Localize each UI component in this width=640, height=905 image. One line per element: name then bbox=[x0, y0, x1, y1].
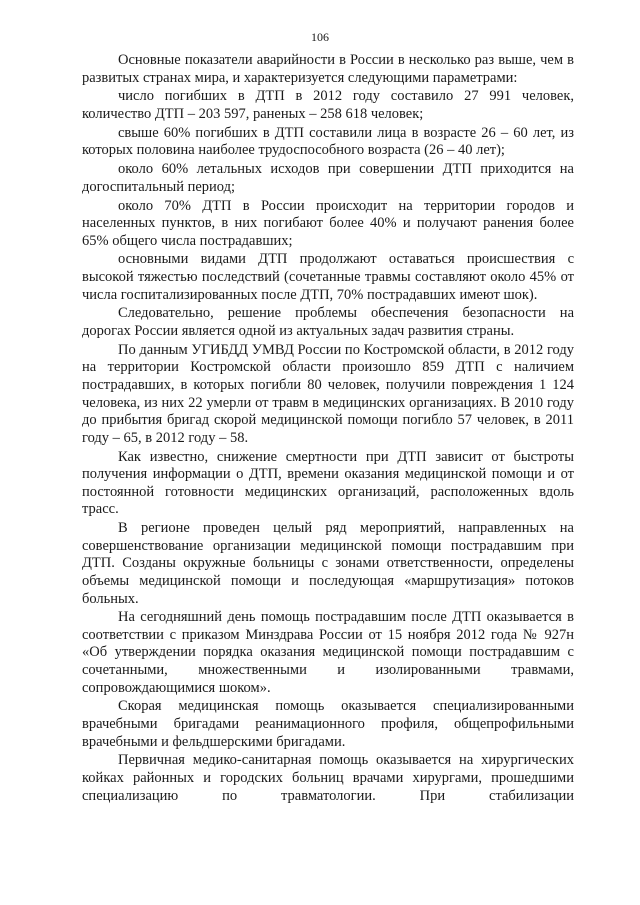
paragraph-region-measures: В регионе проведен целый ряд мероприятий, направленных на совершенствование организации медицинской помощи пострадавшим при ДТП. Созданы окружные больницы с зонами ответственности, определены объемы медицинской помощи и последующая «маршрутизация» потоков больных. bbox=[82, 520, 574, 607]
paragraph-mortality-factors: Как известно, снижение смертности при ДТП зависит от быстроты получения информации о ДТП, времени оказания медицинской помощи и от постоянной готовности медицинских организаций, расположенных вдоль трасс. bbox=[82, 448, 574, 518]
page-number: 106 bbox=[311, 30, 329, 44]
paragraph-age-groups: свыше 60% погибших в ДТП составили лица в возрасте 26 – 60 лет, из которых половина наиболее трудоспособного возраста (26 – 40 лет); bbox=[82, 124, 574, 159]
body-text bbox=[82, 52, 574, 806]
paragraph-primary-care: Первичная медико-санитарная помощь оказывается на хирургических койках районных и городских больниц врачами хирургами, прошедшими специализацию по травматологии. При стабилизации bbox=[82, 752, 574, 804]
paragraph-kostroma-data: По данным УГИБДД УМВД России по Костромской области, в 2012 году на территории Костромской области произошло 859 ДТП с наличием пострадавших, в которых погибли 80 человек, получили повреждения 1 124 человека, из них 22 умерли от травм в медицинских организациях. В 2010 году до прибытия бригад скорой медицинской помощи погибло 57 человек, в 2011 году – 65, в 2012 году – 58. bbox=[82, 341, 574, 446]
paragraph-ambulance: Скорая медицинская помощь оказывается специализированными врачебными бригадами реанимационного профиля, общепрофильными врачебными и фельдшерскими бригадами. bbox=[82, 698, 574, 750]
paragraph-order-927n: На сегодняшний день помощь пострадавшим после ДТП оказывается в соответствии с приказом Минздрава России от 15 ноября 2012 года № 927н «Об утверждении порядка оказания медицинской помощи пострадавшим с сочетанными, множественными и изолированными травмами, сопровождающимися шоком». bbox=[82, 609, 574, 696]
paragraph-conclusion: Следовательно, решение проблемы обеспечения безопасности на дорогах России является одной из актуальных задач развития страны. bbox=[82, 305, 574, 340]
paragraph-intro: Основные показатели аварийности в России в несколько раз выше, чем в развитых странах мира, и характеризуется следующими параметрами: bbox=[82, 52, 574, 86]
paragraph-deaths-2012: число погибших в ДТП в 2012 году составило 27 991 человек, количество ДТП – 203 597, раненых – 258 618 человек; bbox=[82, 88, 574, 122]
paragraph-severity: основными видами ДТП продолжают оставаться происшествия с высокой тяжестью последствий (сочетанные травмы составляют около 45% от числа госпитализированных после ДТП, 70% пострадавших имеют шок). bbox=[82, 251, 574, 303]
paragraph-prehospital: около 60% летальных исходов при совершении ДТП приходится на догоспитальный период; bbox=[82, 161, 574, 195]
paragraph-urban: около 70% ДТП в России происходит на территории городов и населенных пунктов, в них погибают более 40% и получают ранения более 65% общего числа пострадавших; bbox=[82, 197, 574, 249]
